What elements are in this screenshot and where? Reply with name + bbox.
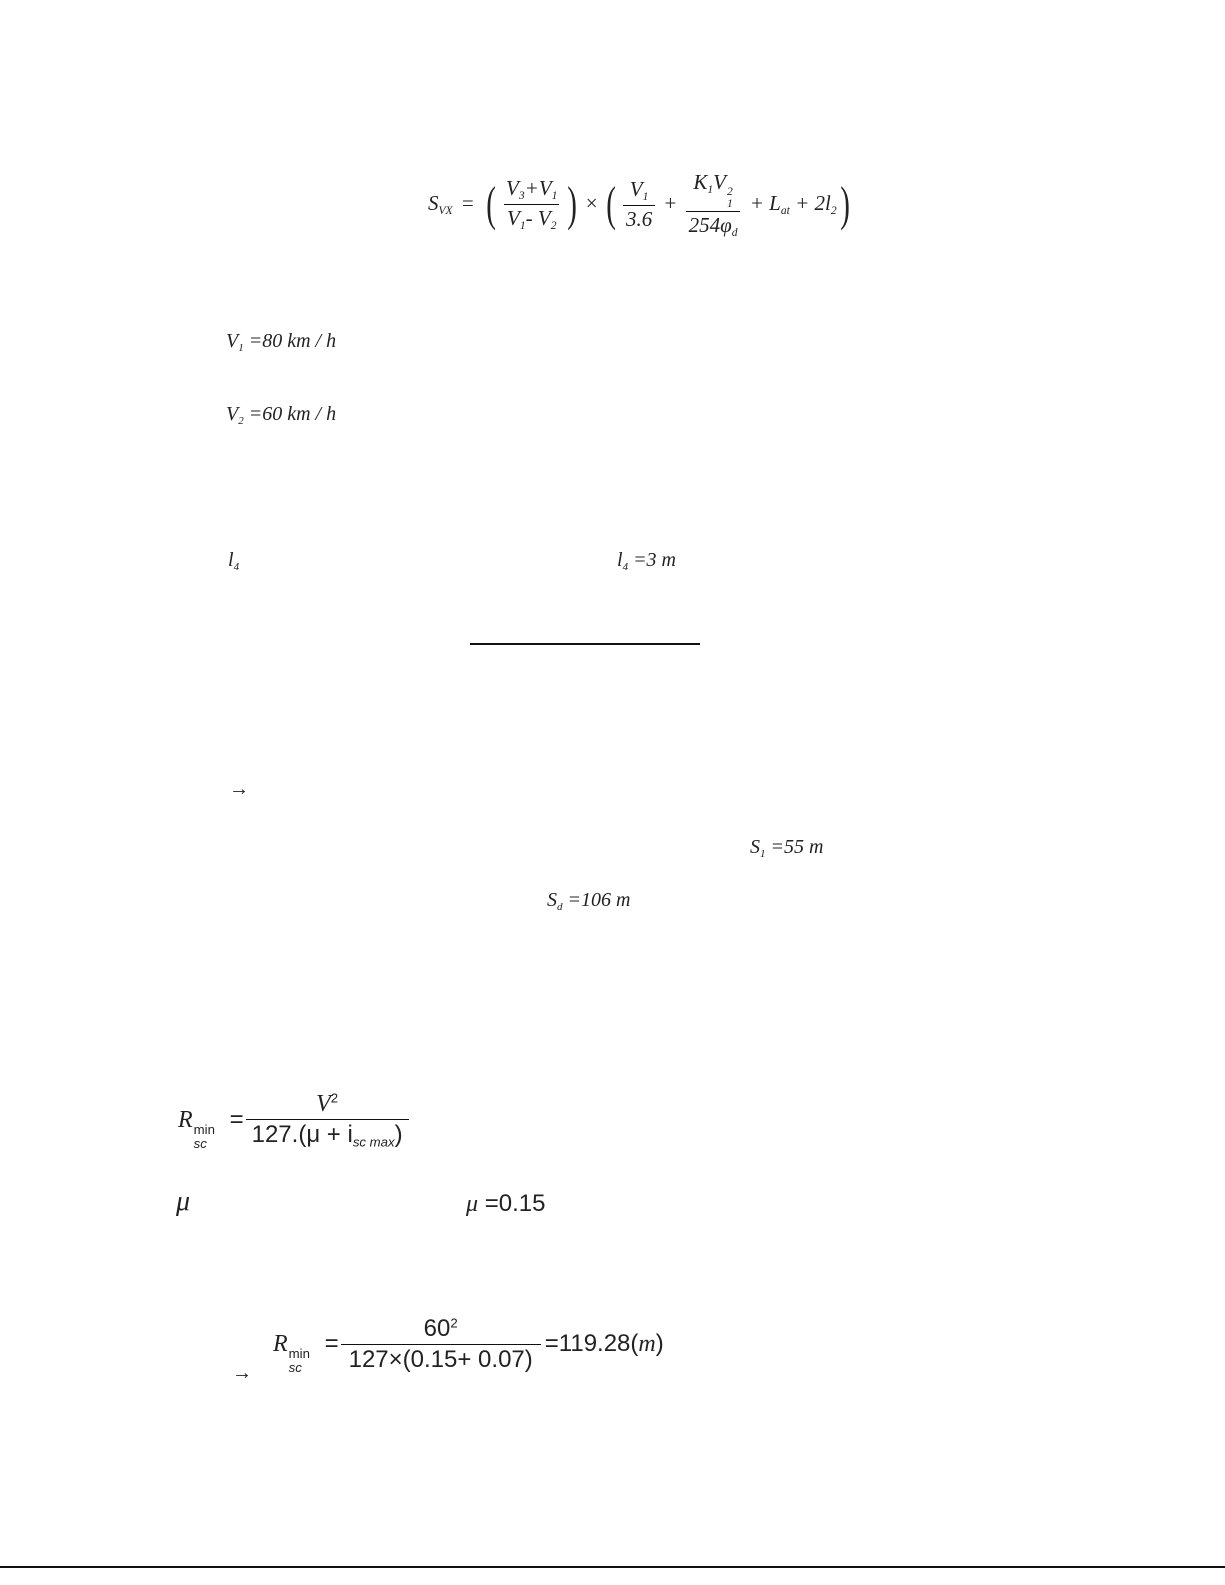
svx-paren-open-1: ( xyxy=(486,177,496,231)
svx-frac2: $\frac{V_1}{3.6}$ xyxy=(623,177,655,232)
svx-tail-1: + L xyxy=(749,190,781,215)
svx-paren-close-1: ) xyxy=(567,177,578,231)
page-bottom-rule xyxy=(0,1566,1225,1568)
v1-line: $V_1 =80$ km / h xyxy=(226,330,337,354)
mu-value: μ =0.15 xyxy=(466,1190,546,1217)
underline-rule xyxy=(470,643,700,645)
svx-frac3: $K_1V$ 2 1 $254\varphi_d$ xyxy=(686,170,741,240)
svx-eq: = xyxy=(461,190,474,215)
l4-symbol: $l_4$ xyxy=(228,549,240,573)
l4-value: $l_4 =3$ m xyxy=(617,549,677,573)
s1-value: $S_1 =55$ m xyxy=(750,836,824,860)
svx-lhs: S xyxy=(428,190,439,215)
arrow-right-icon: → xyxy=(229,778,249,800)
svx-paren-open-2: ( xyxy=(606,177,616,231)
formula-rsc: R min sc = $\frac{V^2}{127.(\mu + i_{sc max})}$ xyxy=(178,1090,413,1151)
svx-plus: + xyxy=(664,190,677,215)
svx-frac1: $\frac{V_3+V_1}{V_1- V_2}$ xyxy=(503,176,560,233)
formula-result: R min sc = $\frac{60^2}{127\times(0.15+ 0.07)}$ =119.28(m) xyxy=(273,1315,664,1376)
svx-tail-2: + 2l xyxy=(795,190,831,215)
svx-tail-1-sub: at xyxy=(780,204,790,217)
svx-times: × xyxy=(585,190,598,215)
sd-value: $S_d =106$ m xyxy=(547,889,631,913)
arrow-right-icon-2: → xyxy=(232,1362,252,1384)
svx-lhs-sub: VX xyxy=(438,204,453,217)
v2-line: $V_2 =60$ km / h xyxy=(226,403,337,427)
svx-paren-close-2: ) xyxy=(839,177,850,231)
mu-symbol: μ xyxy=(176,1186,191,1217)
formula-svx xyxy=(428,170,853,240)
svx-tail-2-sub: 2 xyxy=(830,204,837,217)
